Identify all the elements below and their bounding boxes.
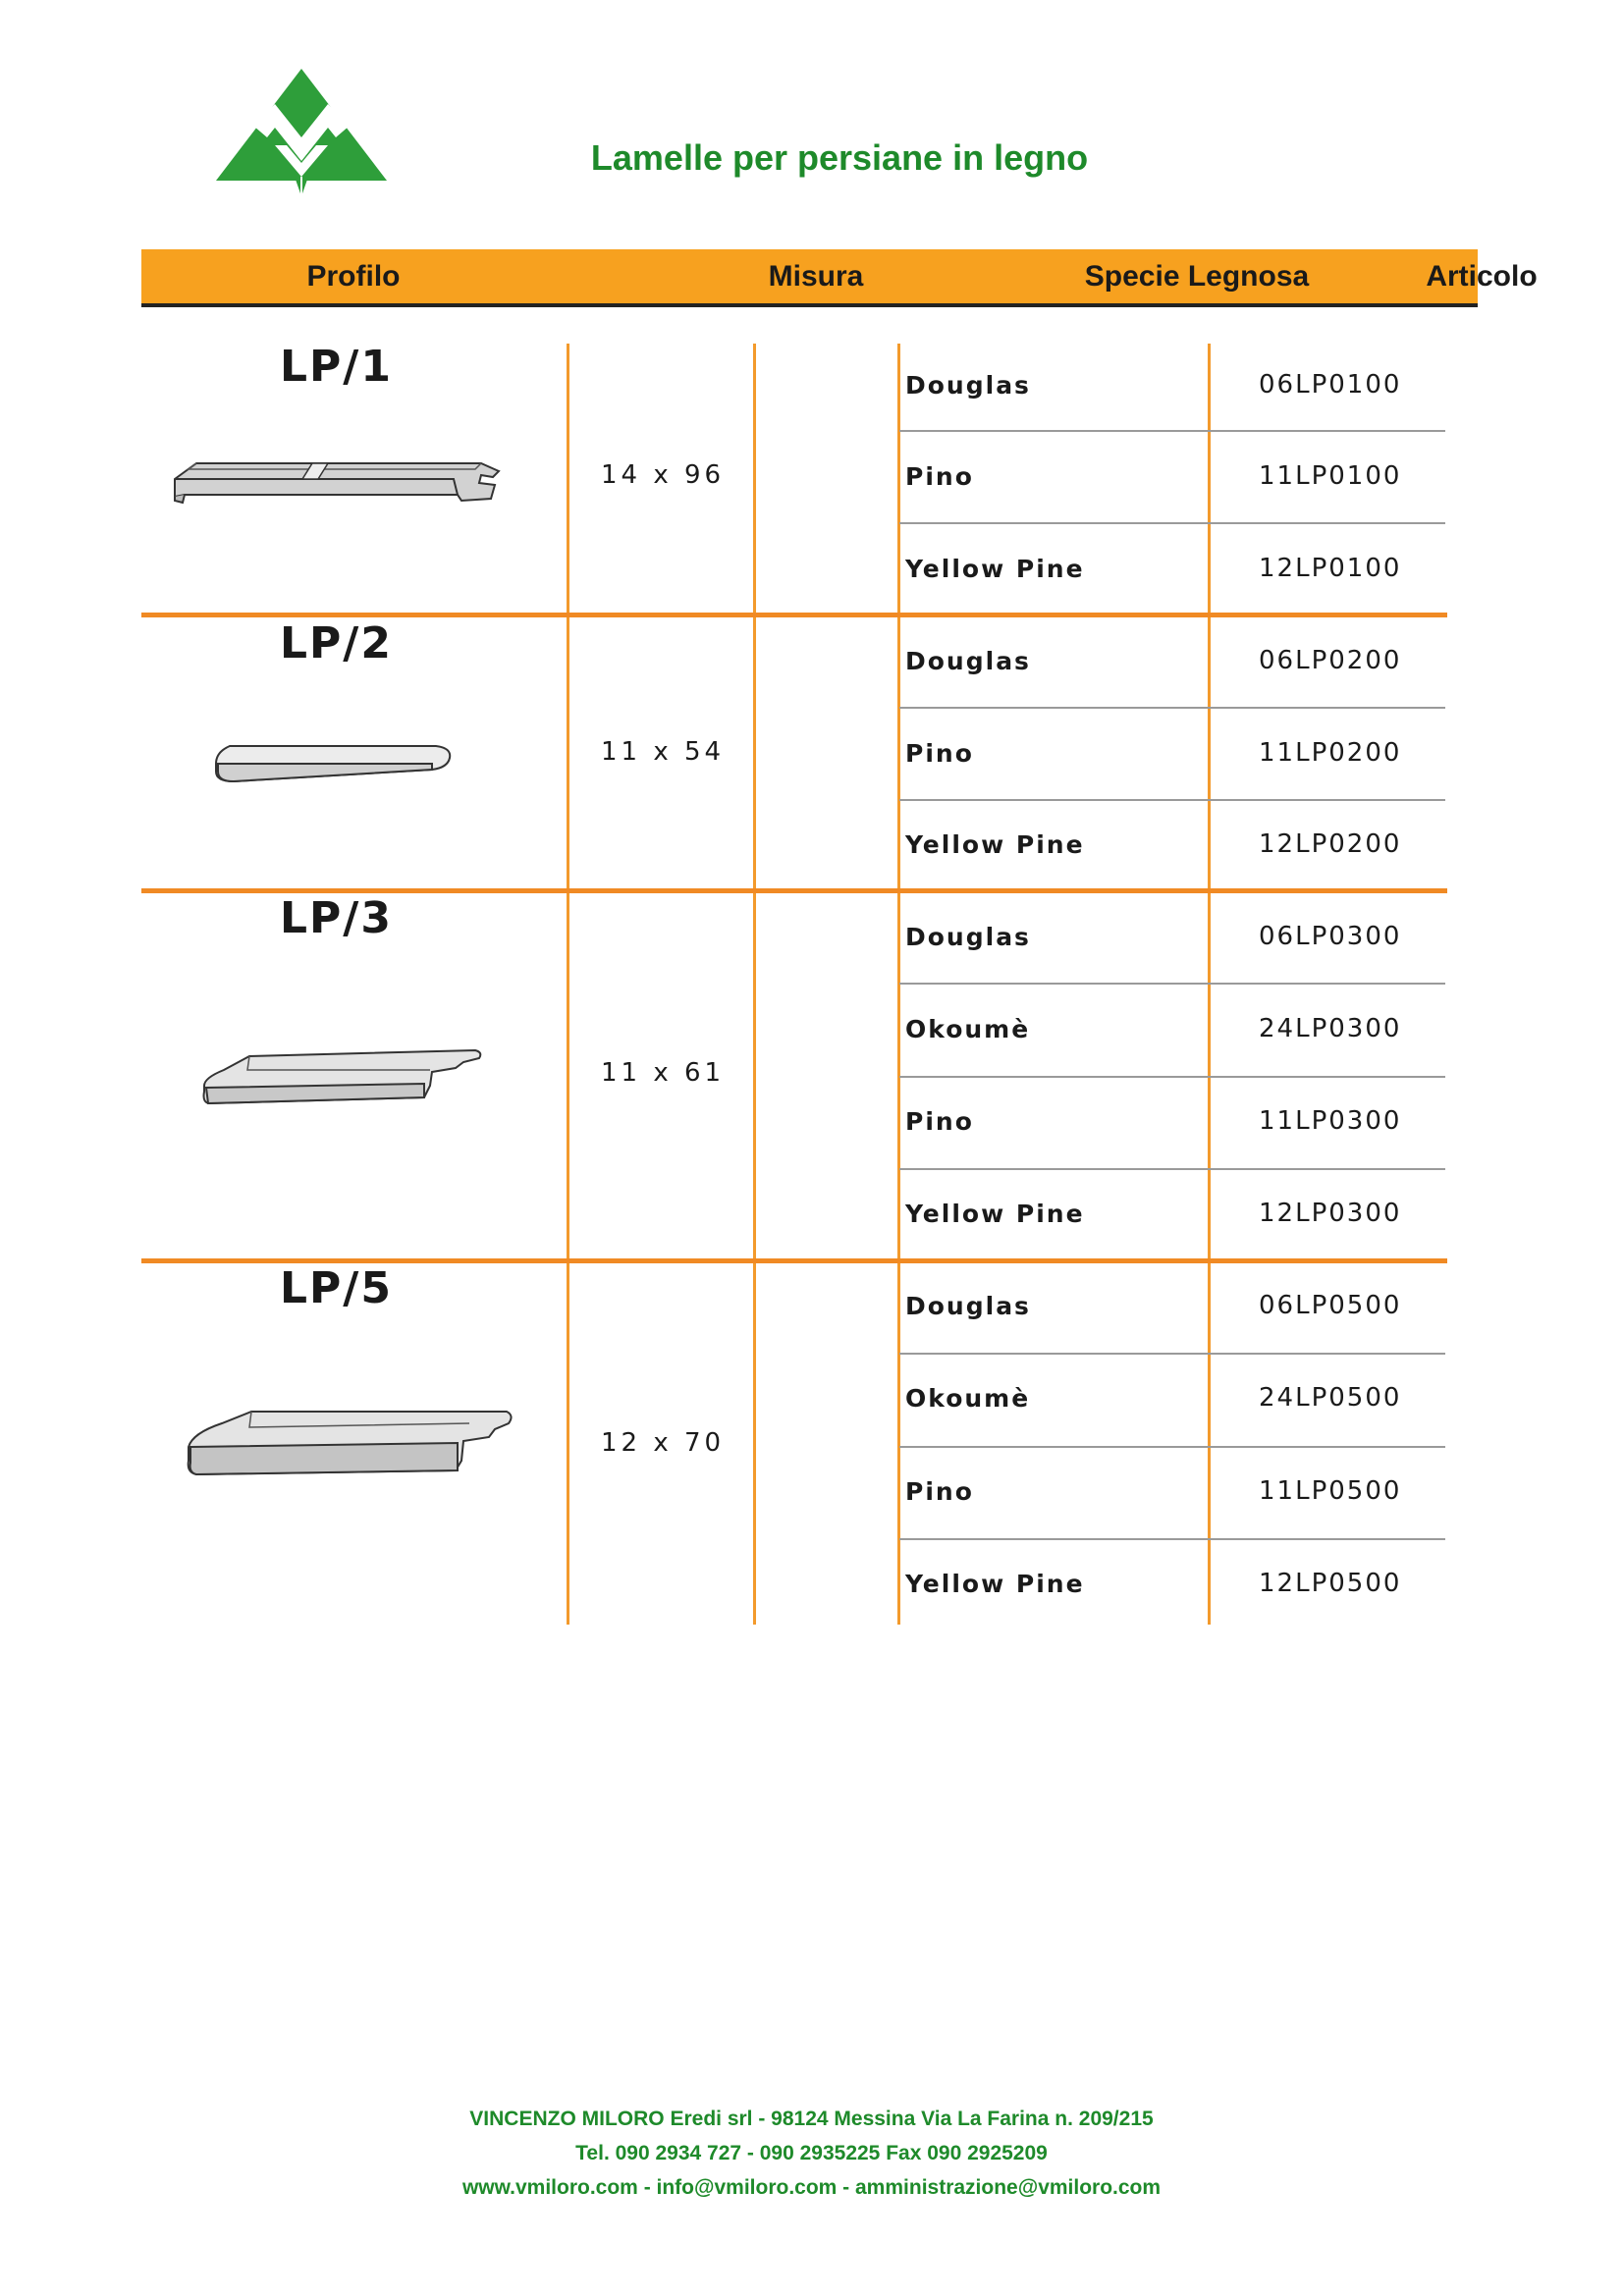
row-divider <box>899 1076 1445 1078</box>
profile-code: LP/1 <box>280 342 393 392</box>
header-articolo: Articolo <box>1426 260 1538 293</box>
article-code: 06LP0500 <box>1259 1291 1402 1320</box>
article-code: 12LP0200 <box>1259 829 1402 859</box>
article-code: 12LP0100 <box>1259 554 1402 583</box>
row-divider <box>899 1168 1445 1170</box>
header-specie-legnosa: Specie Legnosa <box>1084 260 1310 293</box>
profile-lp5-drawing-icon <box>183 1402 516 1482</box>
footer-web-email: www.vmiloro.com - info@vmiloro.com - amministrazione@vmiloro.com <box>461 2176 1162 2199</box>
group-separator <box>141 613 1447 617</box>
article-code: 06LP0300 <box>1259 922 1402 951</box>
article-code: 06LP0100 <box>1259 370 1402 400</box>
row-divider <box>899 983 1445 985</box>
row-divider <box>899 707 1445 709</box>
article-code: 24LP0300 <box>1259 1014 1402 1043</box>
size-value: 11 x 54 <box>601 737 726 767</box>
article-code: 06LP0200 <box>1259 646 1402 675</box>
profile-lp3-drawing-icon <box>198 1041 483 1113</box>
row-divider <box>899 1353 1445 1355</box>
article-code: 11LP0100 <box>1259 461 1402 491</box>
company-logo-icon <box>214 67 389 199</box>
profile-code: LP/5 <box>280 1263 393 1313</box>
column-divider <box>753 344 756 1625</box>
species-name: Douglas <box>905 923 1031 951</box>
row-divider <box>899 1538 1445 1540</box>
profile-code: LP/3 <box>280 893 393 943</box>
profile-lp2-drawing-icon <box>210 726 454 789</box>
footer-address: VINCENZO MILORO Eredi srl - 98124 Messina Via La Farina n. 209/215 <box>469 2108 1154 2130</box>
column-divider <box>567 344 569 1625</box>
header-profilo: Profilo <box>306 260 401 293</box>
species-name: Yellow Pine <box>905 555 1085 583</box>
species-name: Yellow Pine <box>905 1200 1085 1228</box>
size-value: 14 x 96 <box>601 460 726 490</box>
footer-phone: Tel. 090 2934 727 - 090 2935225 Fax 090 2925209 <box>575 2142 1048 2164</box>
species-name: Pino <box>905 462 974 491</box>
species-name: Yellow Pine <box>905 1570 1085 1598</box>
species-name: Douglas <box>905 1292 1031 1320</box>
size-value: 11 x 61 <box>601 1058 726 1088</box>
article-code: 11LP0300 <box>1259 1106 1402 1136</box>
article-code: 11LP0500 <box>1259 1476 1402 1506</box>
species-name: Douglas <box>905 371 1031 400</box>
header-misura: Misura <box>768 260 864 293</box>
species-name: Douglas <box>905 647 1031 675</box>
species-name: Pino <box>905 739 974 768</box>
page-title: Lamelle per persiane in legno <box>590 137 1089 178</box>
article-code: 24LP0500 <box>1259 1383 1402 1413</box>
row-divider <box>899 1446 1445 1448</box>
row-divider <box>899 430 1445 432</box>
species-name: Okoumè <box>905 1015 1031 1043</box>
size-value: 12 x 70 <box>601 1428 726 1458</box>
article-code: 11LP0200 <box>1259 738 1402 768</box>
row-divider <box>899 799 1445 801</box>
article-code: 12LP0300 <box>1259 1199 1402 1228</box>
table-header <box>141 249 1538 307</box>
species-name: Pino <box>905 1107 974 1136</box>
profile-lp1-drawing-icon <box>169 450 503 514</box>
article-code: 12LP0500 <box>1259 1569 1402 1598</box>
row-divider <box>899 522 1445 524</box>
species-name: Pino <box>905 1477 974 1506</box>
species-name: Okoumè <box>905 1384 1031 1413</box>
species-name: Yellow Pine <box>905 830 1085 859</box>
profile-code: LP/2 <box>280 618 393 668</box>
